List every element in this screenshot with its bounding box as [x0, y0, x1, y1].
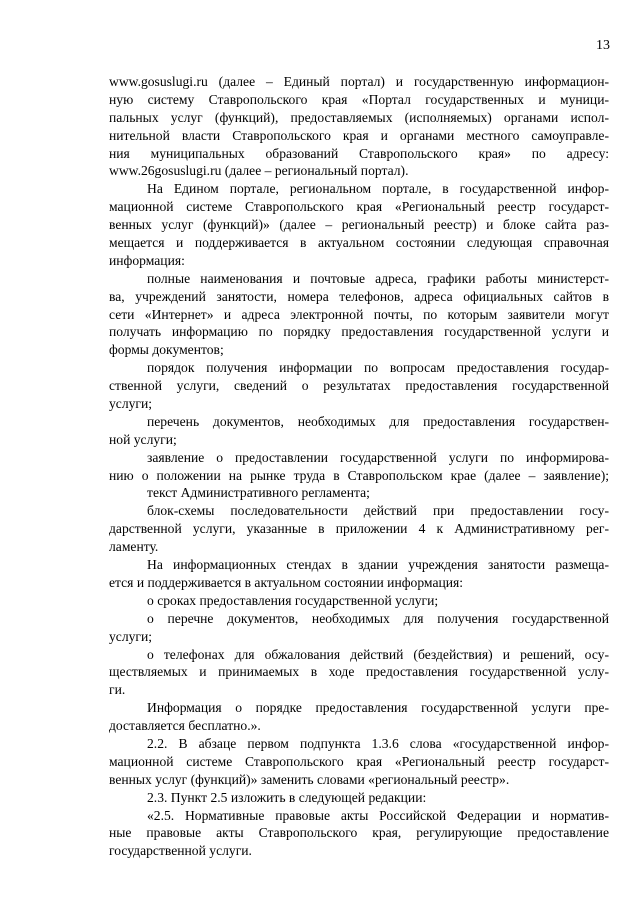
text-line: формы документов;	[109, 342, 224, 358]
text-line: ния муниципальных образований Ставропольского края» по адресу:	[109, 145, 609, 161]
text-line: Информация о порядке предоставления государственной услуги пре-	[147, 700, 609, 716]
text-line: 2.2. В абзаце первом подпункта 1.3.6 слова «государственной инфор-	[147, 735, 609, 751]
text-line: заявление о предоставлении государственной услуги по информирова-	[147, 449, 609, 465]
text-line: информация:	[109, 252, 185, 268]
text-line: текст Административного регламента;	[147, 485, 370, 501]
text-line: перечень документов, необходимых для предоставления государствен-	[147, 413, 609, 429]
text-line: ственной услуги, сведений о результатах предоставления государственной	[109, 378, 609, 394]
text-line: о телефонах для обжалования действий (бездействия) и решений, осу-	[147, 646, 609, 662]
text-line: 2.3. Пункт 2.5 изложить в следующей редакции:	[147, 789, 427, 805]
text-line: порядок получения информации по вопросам предоставления государ-	[147, 360, 609, 376]
text-line: полные наименования и почтовые адреса, графики работы министерст-	[147, 270, 609, 286]
page-number: 13	[596, 38, 610, 53]
text-line: нию о положении на рынке труда в Ставропольском крае (далее – заявление);	[109, 467, 609, 483]
text-line: «2.5. Нормативные правовые акты Российской Федерации и норматив-	[147, 807, 609, 823]
text-line: государственной услуги.	[109, 843, 252, 859]
text-line: о перечне документов, необходимых для получения государственной	[147, 610, 609, 626]
text-line: ществляемых и принимаемых в ходе предоставления государственной услу-	[109, 664, 609, 680]
text-line: услуги;	[109, 396, 153, 412]
text-line: ламенту.	[109, 539, 159, 555]
text-line: блок-схемы последовательности действий при предоставлении госу-	[147, 503, 609, 519]
text-line: мационной системе Ставропольского края «Региональный реестр государст-	[109, 199, 609, 215]
text-line: венных услуг (функций)» (далее – региональный реестр) и блоке сайта раз-	[109, 217, 609, 233]
text-line: мационной системе Ставропольского края «Региональный реестр государст-	[109, 753, 609, 769]
body-text	[109, 73, 609, 860]
text-line: ва, учреждений занятости, номера телефонов, адреса официальных сайтов в	[109, 288, 609, 304]
text-line: мещается и поддерживается в актуальном состоянии следующая справочная	[109, 235, 609, 251]
text-line: сети «Интернет» и адреса электронной почты, по которым заявители могут	[109, 306, 609, 322]
text-line: нительной власти Ставропольского края и органами местного самоуправле-	[109, 127, 609, 143]
text-line: о сроках предоставления государственной услуги;	[147, 592, 439, 608]
text-line: На Едином портале, региональном портале, в государственной инфор-	[147, 181, 609, 197]
text-line: На информационных стендах в здании учреждения занятости размеща-	[147, 557, 609, 573]
text-line: венных услуг (функций)» заменить словами «региональный реестр».	[109, 771, 510, 787]
text-line: дарственной услуги, указанные в приложении 4 к Административному рег-	[109, 521, 609, 537]
text-line: ные правовые акты Ставропольского края, регулирующие предоставление	[109, 825, 609, 841]
text-line: получать информацию по порядку предоставления государственной услуги и	[109, 324, 609, 340]
text-line: ной услуги;	[109, 431, 177, 447]
text-line: ги.	[109, 682, 126, 698]
text-line: ется и поддерживается в актуальном состоянии информация:	[109, 574, 464, 590]
text-line: www.gosuslugi.ru (далее – Единый портал) и государственную информацион-	[109, 74, 609, 89]
text-line: услуги;	[109, 628, 153, 644]
text-line: ную систему Ставропольского края «Портал государственных и муници-	[109, 91, 609, 107]
text-line: доставляется бесплатно.».	[109, 718, 261, 734]
text-line: www.26gosuslugi.ru (далее – региональный портал).	[109, 163, 409, 179]
text-line: пальных услуг (функций), предоставляемых (исполняемых) органами испол-	[109, 109, 609, 125]
